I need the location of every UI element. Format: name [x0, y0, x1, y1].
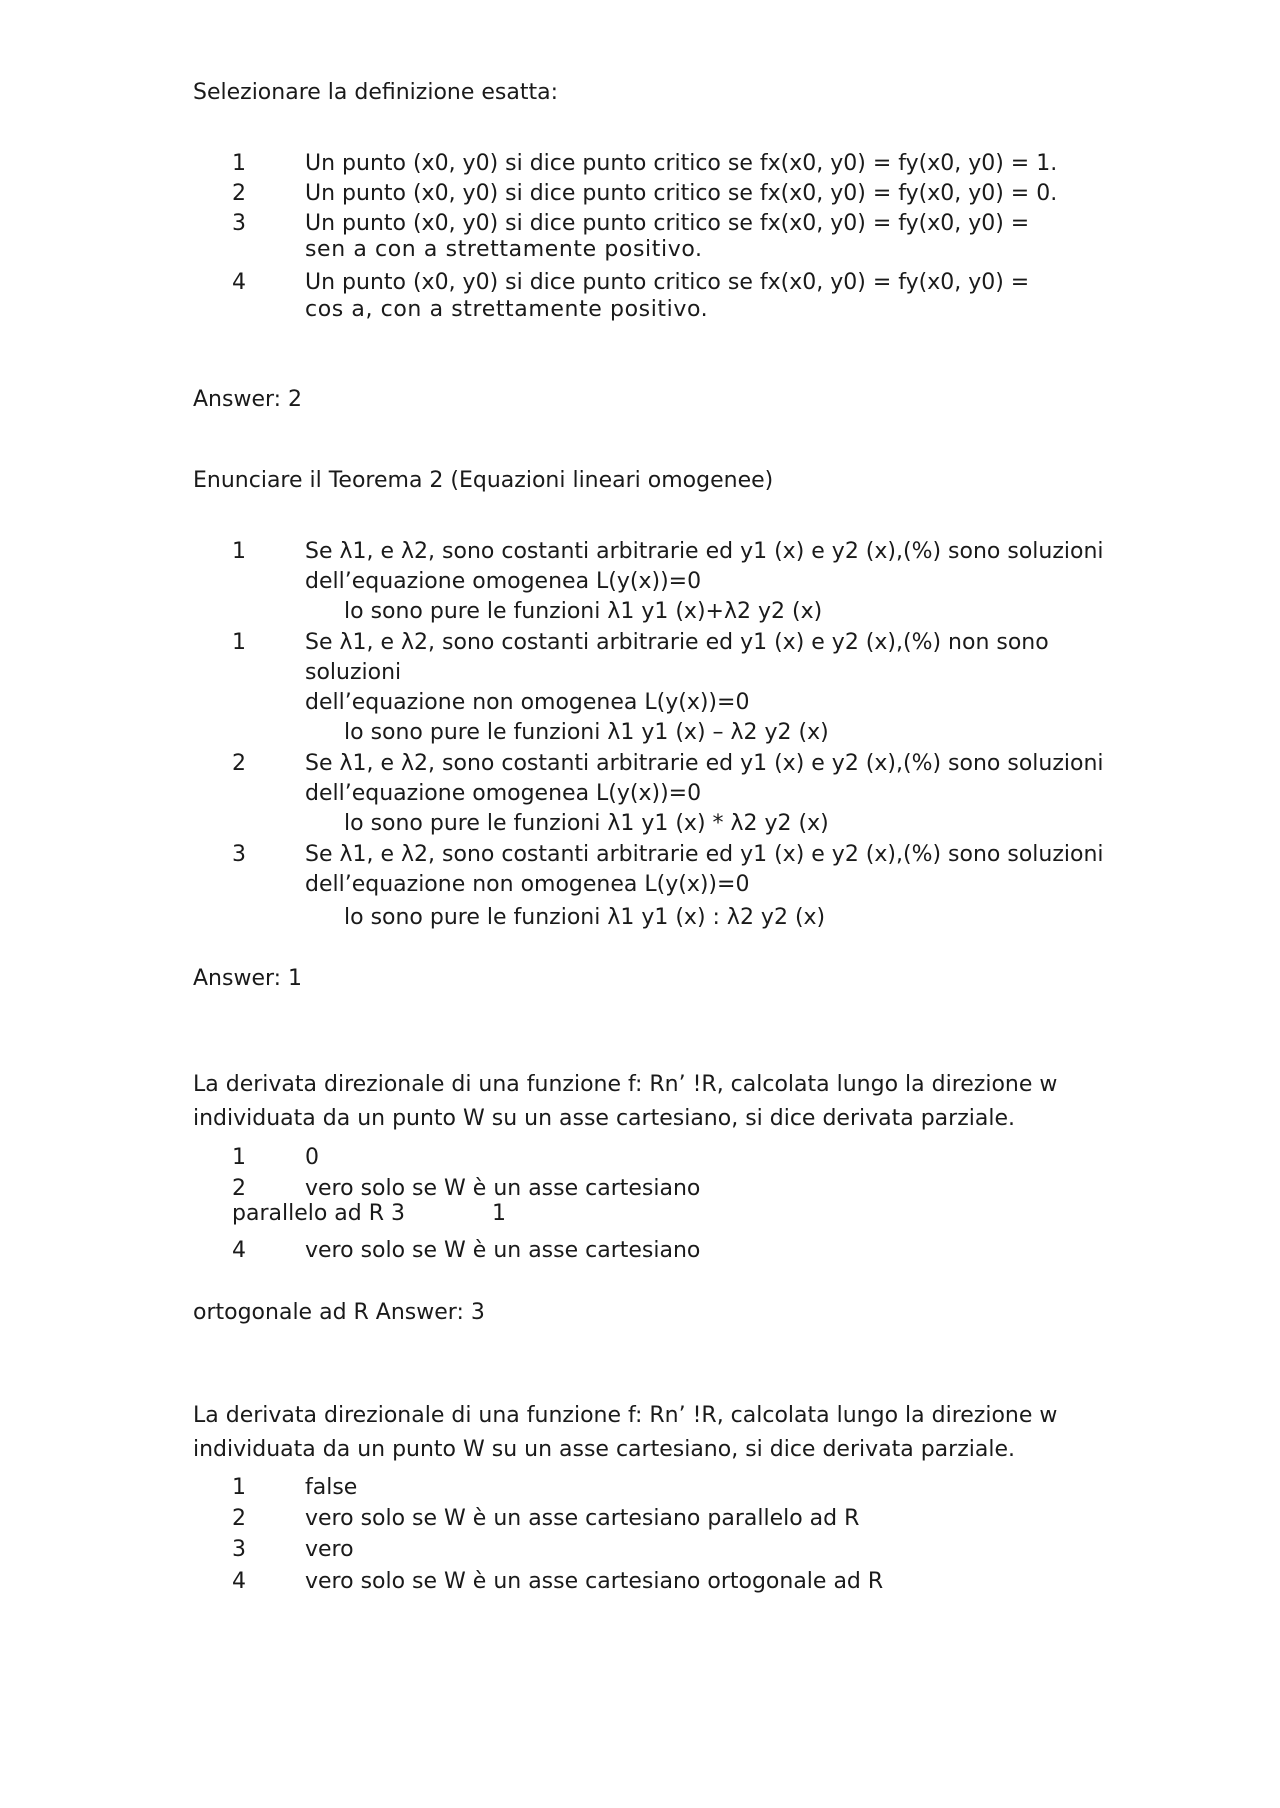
- q2-option-text-cont: dell’equazione non omogenea L(y(x))=0: [305, 872, 750, 897]
- q1-option-number: 3: [232, 211, 246, 236]
- q3-option-number: 2: [232, 1176, 246, 1201]
- q4-option-text: vero solo se W è un asse cartesiano ortogonale ad R: [305, 1569, 884, 1594]
- q2-option-text: Se λ1, e λ2, sono costanti arbitrarie ed y1 (x) e y2 (x),(%) sono soluzioni: [305, 751, 1104, 776]
- q2-option-text: Se λ1, e λ2, sono costanti arbitrarie ed y1 (x) e y2 (x),(%) non sono: [305, 630, 1049, 655]
- q2-option-text-cont: lo sono pure le funzioni λ1 y1 (x)+λ2 y2 (x): [344, 599, 823, 624]
- q3-option-text: 0: [305, 1145, 319, 1170]
- q1-option-text-cont: cos a, con a strettamente positivo.: [305, 297, 709, 322]
- q2-option-number: 3: [232, 842, 246, 867]
- q1-answer: Answer: 2: [193, 387, 303, 412]
- q2-option-text-cont: dell’equazione non omogenea L(y(x))=0: [305, 690, 750, 715]
- q2-option-text-cont: lo sono pure le funzioni λ1 y1 (x) – λ2 y2 (x): [344, 720, 829, 745]
- q2-option-text: Se λ1, e λ2, sono costanti arbitrarie ed y1 (x) e y2 (x),(%) sono soluzioni: [305, 842, 1104, 867]
- q3-option-text-cont: parallelo ad R 3: [232, 1201, 406, 1226]
- q3-prompt-cont: individuata da un punto W su un asse cartesiano, si dice derivata parziale.: [193, 1106, 1015, 1131]
- q1-prompt: Selezionare la definizione esatta:: [193, 80, 558, 105]
- q1-option-number: 2: [232, 181, 246, 206]
- q4-option-text: false: [305, 1475, 358, 1500]
- q2-option-text: Se λ1, e λ2, sono costanti arbitrarie ed y1 (x) e y2 (x),(%) sono soluzioni: [305, 539, 1104, 564]
- q1-option-text: Un punto (x0, y0) si dice punto critico se fx(x0, y0) = fy(x0, y0) = 0.: [305, 181, 1058, 206]
- q4-option-number: 2: [232, 1506, 246, 1531]
- q2-option-number: 2: [232, 751, 246, 776]
- q3-option-text: vero solo se W è un asse cartesiano: [305, 1176, 701, 1201]
- q2-option-text-cont: dell’equazione omogenea L(y(x))=0: [305, 569, 702, 594]
- q4-option-number: 1: [232, 1475, 246, 1500]
- q4-option-text: vero solo se W è un asse cartesiano parallelo ad R: [305, 1506, 860, 1531]
- q2-option-text-cont: lo sono pure le funzioni λ1 y1 (x) : λ2 y2 (x): [344, 905, 826, 930]
- q3-answer: ortogonale ad R Answer: 3: [193, 1300, 485, 1325]
- q2-option-text-cont: dell’equazione omogenea L(y(x))=0: [305, 781, 702, 806]
- q2-option-text-cont: soluzioni: [305, 660, 402, 685]
- q2-answer: Answer: 1: [193, 966, 303, 991]
- q3-option-number: 1: [492, 1201, 506, 1226]
- q4-option-number: 3: [232, 1537, 246, 1562]
- q3-option-text: vero solo se W è un asse cartesiano: [305, 1238, 701, 1263]
- q2-option-number: 1: [232, 539, 246, 564]
- q4-prompt: La derivata direzionale di una funzione f: Rn’ !R, calcolata lungo la direzione w: [193, 1403, 1058, 1428]
- q2-option-text-cont: lo sono pure le funzioni λ1 y1 (x) * λ2 y2 (x): [344, 811, 829, 836]
- q1-option-text: Un punto (x0, y0) si dice punto critico se fx(x0, y0) = fy(x0, y0) =: [305, 211, 1030, 236]
- q2-option-number: 1: [232, 630, 246, 655]
- q3-option-number: 1: [232, 1145, 246, 1170]
- q1-option-text: Un punto (x0, y0) si dice punto critico se fx(x0, y0) = fy(x0, y0) =: [305, 270, 1030, 295]
- q1-option-text-cont: sen a con a strettamente positivo.: [305, 237, 703, 262]
- q4-option-text: vero: [305, 1537, 354, 1562]
- q1-option-number: 4: [232, 270, 246, 295]
- q1-option-text: Un punto (x0, y0) si dice punto critico se fx(x0, y0) = fy(x0, y0) = 1.: [305, 151, 1058, 176]
- q3-option-number: 4: [232, 1238, 246, 1263]
- q1-option-number: 1: [232, 151, 246, 176]
- q4-prompt-cont: individuata da un punto W su un asse cartesiano, si dice derivata parziale.: [193, 1437, 1015, 1462]
- q3-prompt: La derivata direzionale di una funzione f: Rn’ !R, calcolata lungo la direzione w: [193, 1072, 1058, 1097]
- q4-option-number: 4: [232, 1569, 246, 1594]
- q2-prompt: Enunciare il Teorema 2 (Equazioni lineari omogenee): [193, 468, 774, 493]
